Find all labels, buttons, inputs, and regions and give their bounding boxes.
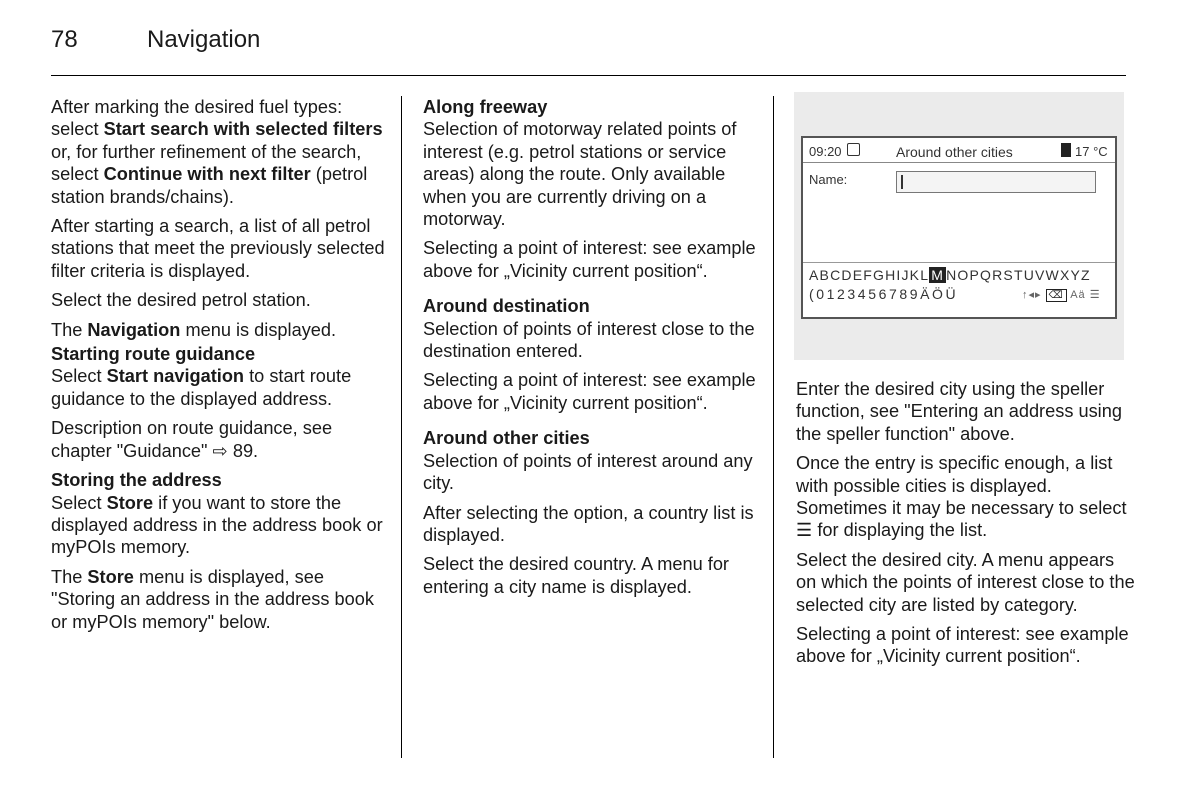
column-1 bbox=[51, 96, 391, 640]
speller-digits[interactable]: (0123456789ÄÖÜ bbox=[809, 286, 959, 302]
header-rule bbox=[51, 75, 1126, 76]
clock-time: 09:20 bbox=[809, 144, 842, 159]
column-3 bbox=[796, 378, 1136, 675]
arrow-keys-icon: ↑◂▸ bbox=[1022, 289, 1042, 301]
divider bbox=[803, 262, 1115, 263]
paragraph: Select the desired city. A menu appears on which the points of interest close to the selected city are listed by category. bbox=[796, 549, 1135, 615]
name-label: Name: bbox=[809, 172, 848, 187]
speller-letters[interactable]: ABCDEFGHIJKL M NOPQRSTUVWXYZ bbox=[809, 267, 1091, 283]
section-heading: Storing the address bbox=[51, 470, 222, 491]
paragraph: After marking the desired fuel types: select Start search with selected filters or, for further refinement of the search, select Continue with next filter (petrol station brands/chains). bbox=[51, 97, 383, 207]
paragraph: After selecting the option, a country list is displayed. bbox=[423, 502, 754, 545]
divider bbox=[803, 162, 1115, 163]
speller-function-keys[interactable] bbox=[1022, 288, 1101, 302]
paragraph: The Store menu is displayed, see "Storing an address in the address book or myPOIs memory" below. bbox=[51, 566, 374, 632]
paragraph: Enter the desired city using the speller function, see "Entering an address using the speller function" above. bbox=[796, 379, 1122, 444]
column-divider-1 bbox=[401, 96, 402, 758]
paragraph: After starting a search, a list of all petrol stations that meet the previously selected filter criteria is displayed. bbox=[51, 216, 385, 281]
paragraph: Selecting a point of interest: see example above for „Vicinity current position“. bbox=[796, 624, 1129, 667]
section-heading: Along freeway bbox=[423, 97, 548, 117]
paragraph: Selecting a point of interest: see example above for „Vicinity current position“. bbox=[423, 370, 756, 413]
city-name-input[interactable] bbox=[896, 171, 1096, 193]
display-screen bbox=[801, 136, 1117, 319]
screen-figure bbox=[794, 92, 1124, 360]
thermometer-icon bbox=[1061, 143, 1071, 157]
section-heading: Starting route guidance bbox=[51, 344, 256, 365]
page-number: 78 bbox=[51, 26, 78, 53]
paragraph: Starting route guidance Select Start navigation to start route guidance to the displayed address. bbox=[51, 343, 391, 410]
paragraph: Selecting a point of interest: see example above for „Vicinity current position“. bbox=[423, 238, 756, 281]
delete-icon[interactable]: ⌫ bbox=[1046, 289, 1067, 302]
paragraph: Select the desired country. A menu for entering a city name is displayed. bbox=[423, 554, 729, 597]
page-title: Navigation bbox=[147, 26, 261, 53]
case-list-icon: Aä ☰ bbox=[1070, 289, 1101, 301]
paragraph: Storing the address Select Store if you want to store the displayed address in the address book or myPOIs memory. bbox=[51, 469, 391, 559]
temperature: 17 °C bbox=[1075, 144, 1108, 159]
clock-icon bbox=[847, 143, 860, 156]
paragraph: Along freeway Selection of motorway related points of interest (e.g. petrol stations or service areas) along the route. Only available when you are currently driving on a motorway. bbox=[423, 96, 768, 230]
paragraph: Around other cities Selection of points of interest around any city. bbox=[423, 427, 768, 494]
selected-letter[interactable]: M bbox=[931, 267, 945, 283]
paragraph: Once the entry is specific enough, a list with possible cities is displayed. Sometimes it may be necessary to select ☰ for displaying the list. bbox=[796, 453, 1127, 541]
section-heading: Around destination bbox=[423, 296, 590, 317]
paragraph: Description on route guidance, see chapter "Guidance" ⇨ 89. bbox=[51, 418, 333, 461]
column-divider-2 bbox=[773, 96, 774, 758]
column-2 bbox=[423, 96, 768, 605]
paragraph: Around destination Selection of points of interest close to the destination entered. bbox=[423, 295, 768, 362]
paragraph: Select the desired petrol station. bbox=[51, 290, 311, 311]
screen-title: Around other cities bbox=[896, 144, 1013, 160]
section-heading: Around other cities bbox=[423, 428, 590, 449]
paragraph: The Navigation menu is displayed. bbox=[51, 319, 337, 340]
